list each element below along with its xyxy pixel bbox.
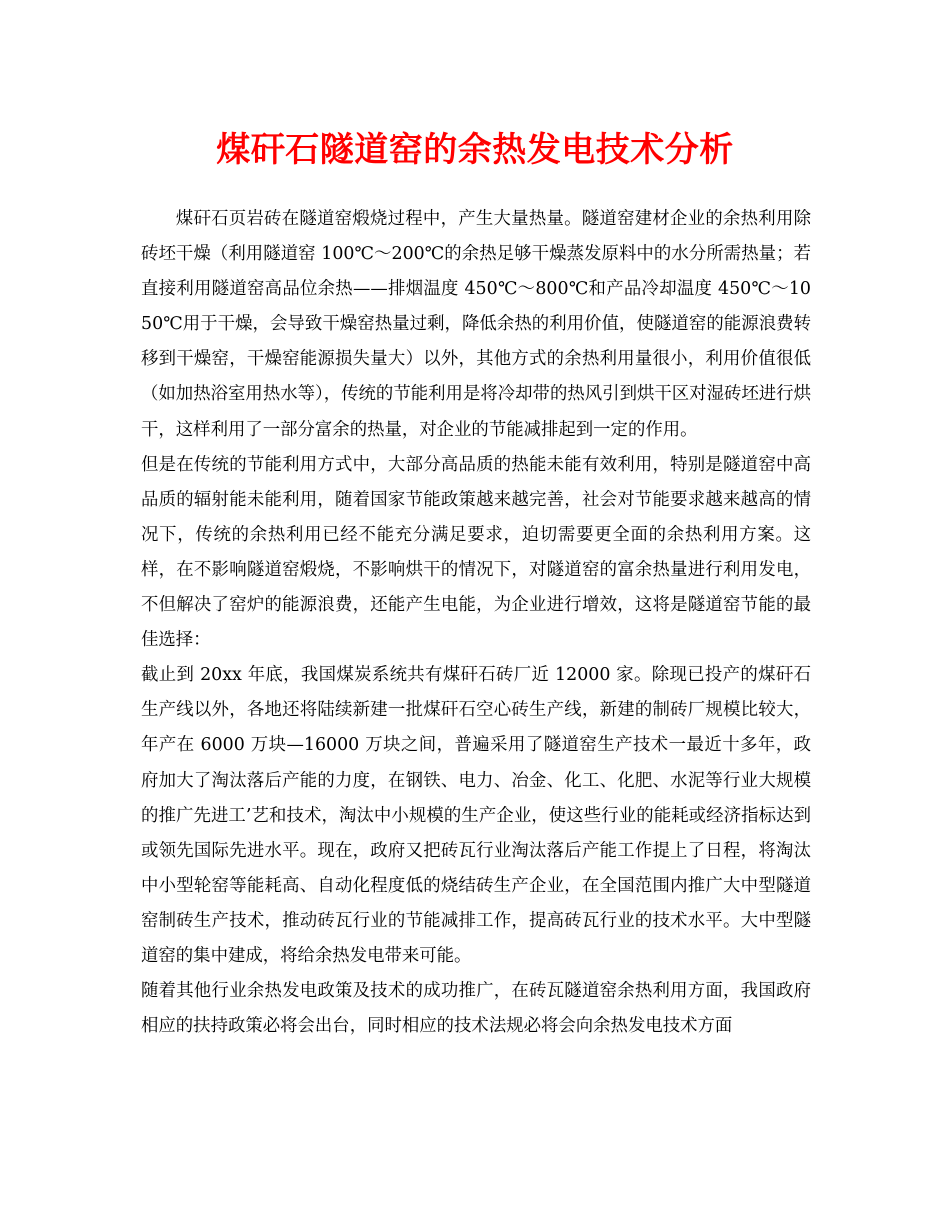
paragraph-2: 但是在传统的节能利用方式中，大部分高品质的热能未能有效利用，特别是隧道窑中高品质的辐射能未能利用，随着国家节能政策越来越完善，社会对节能要求越来越高的情况下，传统的余热利用已经不能充分满足要求，迫切需要更全面的余热利用方案。这样，在不影响隧道窑煅烧，不影响烘干的情况下，对隧道窑的富余热量进行利用发电，不但解决了窑炉的能源浪费，还能产生电能，为企业进行增效，这将是隧道窑节能的最佳选择： bbox=[141, 454, 811, 651]
document-body bbox=[141, 202, 811, 1044]
paragraph-1: 煤矸石页岩砖在隧道窑煅烧过程中，产生大量热量。隧道窑建材企业的余热利用除砖坯干燥（利用隧道窑 100℃～200℃的余热足够干燥蒸发原料中的水分所需热量；若直接利用隧道窑高品位余热——排烟温度 450℃～800℃和产品冷却温度 450℃～1050℃用于干燥，会导致干燥窑热量过剩，降低余热的利用价值，使隧道窑的能源浪费转移到干燥窑，干燥窑能源损失量大）以外，其他方式的余热利用量很小，利用价值很低（如加热浴室用热水等），传统的节能利用是将冷却带的热风引到烘干区对湿砖坯进行烘干，这样利用了一部分富余的热量，对企业的节能减排起到一定的作用。 bbox=[141, 209, 811, 440]
paragraph-3: 截止到 20xx 年底，我国煤炭系统共有煤矸石砖厂近 12000 家。除现已投产的煤矸石生产线以外，各地还将陆续新建一批煤矸石空心砖生产线，新建的制砖厂规模比较大，年产在 6000 万块—16000 万块之间，普遍采用了隧道窑生产技术一最近十多年，政府加大了淘汰落后产能的力度，在钢铁、电力、冶金、化工、化肥、水泥等行业大规模的推广先进工’艺和技术，淘汰中小规模的生产企业，使这些行业的能耗或经济指标达到或领先国际先进水平。现在，政府又把砖瓦行业淘汰落后产能工作提上了日程，将淘汰中小型轮窑等能耗高、自动化程度低的烧结砖生产企业，在全国范围内推广大中型隧道窑制砖生产技术，推动砖瓦行业的节能减排工作，提高砖瓦行业的技术水平。大中型隧道窑的集中建成，将给余热发电带来可能。 bbox=[141, 665, 811, 966]
document-title: 煤矸石隧道窑的余热发电技术分析 bbox=[216, 130, 734, 170]
paragraph-4: 随着其他行业余热发电政策及技术的成功推广，在砖瓦隧道窑余热利用方面，我国政府相应的扶持政策必将会出台，同时相应的技术法规必将会向余热发电技术方面 bbox=[141, 981, 811, 1037]
